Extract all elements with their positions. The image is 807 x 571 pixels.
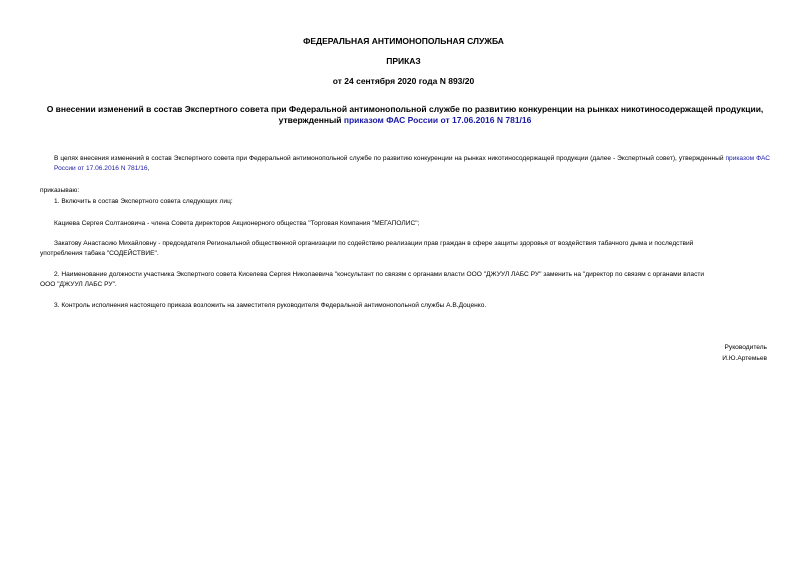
item-2: 2. Наименование должности участника Экспертного совета Киселева Сергея Николаевича "консультант по связям с органами власти ООО "ДЖУУЛ ЛАБС РУ" заменить на "директор по связям с органами власти — [54, 271, 705, 278]
order-word: приказываю: — [40, 187, 80, 194]
person-2: Закатову Анастасию Михайловну - председателя Региональной общественной организации по содействию реализации прав граждан в сфере защиты здоровья от воздействия табачного дыма и последствий — [54, 240, 694, 247]
person-1: Кациева Сергея Солтановича - члена Совета директоров Акционерного общества "Торговая Компания "МЕГАПОЛИС"; — [54, 220, 420, 227]
document-type: ПРИКАЗ — [386, 56, 421, 66]
intro-text: В целях внесения изменений в состав Экспертного совета при Федеральной антимонопольной службе по развитию конкуренции на рынках никотиносодержащей продукции (далее - Экспертный совет), утвержденный — [54, 155, 726, 162]
item-3: 3. Контроль исполнения настоящего приказа возложить на заместителя руководителя Федеральной антимонопольной службы А.В.Доценко. — [54, 302, 487, 309]
document-date: от 24 сентября 2020 года N 893/20 — [332, 76, 475, 86]
item-1: 1. Включить в состав Экспертного совета следующих лиц: — [54, 198, 233, 205]
document-title — [40, 104, 770, 126]
intro-order-link[interactable]: приказом ФАС России от 17.06.2016 N 781/16 — [54, 155, 770, 172]
title-order-link[interactable]: приказом ФАС России от 17.06.2016 N 781/16 — [343, 115, 532, 125]
signature-position: Руководитель — [724, 344, 767, 351]
intro-trailing: , — [147, 165, 150, 172]
person-2-continued: употребления табака "СОДЕЙСТВИЕ". — [40, 250, 159, 257]
title-text: О внесении изменений в состав Экспертного совета при Федеральной антимонопольной службе по развитию конкуренции на рынках никотиносодержащей продукции, утвержденный — [46, 104, 764, 125]
item-2-continued: ООО "ДЖУУЛ ЛАБС РУ". — [40, 281, 117, 288]
signature-name: И.Ю.Артемьев — [722, 355, 767, 362]
agency-name: ФЕДЕРАЛЬНАЯ АНТИМОНОПОЛЬНАЯ СЛУЖБА — [303, 36, 504, 46]
intro-paragraph — [40, 154, 770, 174]
